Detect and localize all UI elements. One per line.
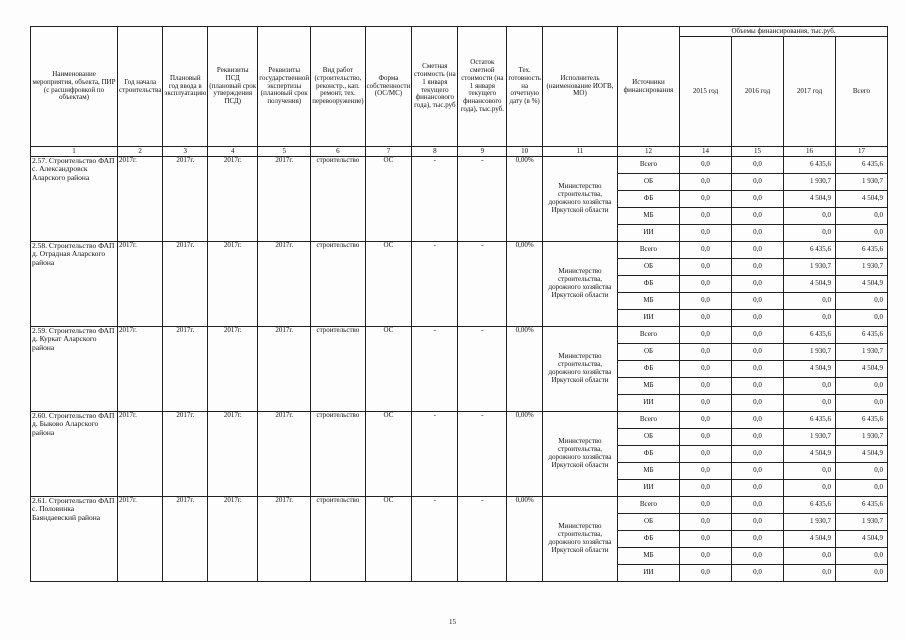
value-total: 0,0 — [835, 225, 887, 242]
item-expertise: 2017г. — [258, 157, 311, 242]
value-2017: 0,0 — [783, 208, 835, 225]
column-number: 14 — [679, 147, 731, 157]
value-2015: 0,0 — [679, 157, 731, 174]
value-2017: 4 504,9 — [783, 361, 835, 378]
funding-source: ИИ — [617, 480, 679, 497]
item-start-year: 2017г. — [118, 327, 163, 412]
value-2017: 1 930,7 — [783, 259, 835, 276]
value-2016: 0,0 — [731, 412, 783, 429]
value-2016: 0,0 — [731, 463, 783, 480]
header-year-2015: 2015 год — [679, 37, 731, 147]
header-start-year: Год начала строительства — [118, 27, 163, 147]
value-2017: 4 504,9 — [783, 276, 835, 293]
value-2015: 0,0 — [679, 497, 731, 514]
item-remaining-cost: - — [458, 412, 507, 497]
value-2017: 4 504,9 — [783, 446, 835, 463]
value-2015: 0,0 — [679, 463, 731, 480]
item-remaining-cost: - — [458, 497, 507, 582]
value-2015: 0,0 — [679, 480, 731, 497]
column-number: 11 — [542, 147, 617, 157]
value-2015: 0,0 — [679, 276, 731, 293]
value-2016: 0,0 — [731, 548, 783, 565]
value-2017: 6 435,6 — [783, 157, 835, 174]
value-total: 0,0 — [835, 548, 887, 565]
value-2015: 0,0 — [679, 293, 731, 310]
value-2016: 0,0 — [731, 242, 783, 259]
item-readiness: 0,00% — [507, 242, 543, 327]
value-total: 1 930,7 — [835, 514, 887, 531]
value-2016: 0,0 — [731, 514, 783, 531]
item-executor: Министерство строительства, дорожного хозяйства Иркутской области — [542, 497, 617, 582]
funding-source: ФБ — [617, 191, 679, 208]
value-2015: 0,0 — [679, 327, 731, 344]
item-work-type: строительство — [311, 157, 365, 242]
item-expertise: 2017г. — [258, 412, 311, 497]
value-2015: 0,0 — [679, 531, 731, 548]
value-2017: 0,0 — [783, 395, 835, 412]
value-total: 0,0 — [835, 463, 887, 480]
item-psd: 2017г. — [208, 497, 258, 582]
item-expertise: 2017г. — [258, 497, 311, 582]
column-number: 17 — [835, 147, 887, 157]
value-2015: 0,0 — [679, 548, 731, 565]
item-estimated-cost: - — [412, 497, 458, 582]
value-total: 6 435,6 — [835, 157, 887, 174]
value-total: 6 435,6 — [835, 327, 887, 344]
item-estimated-cost: - — [412, 242, 458, 327]
header-readiness: Тех. готовность на отчетную дату (в %) — [507, 27, 543, 147]
funding-source: ОБ — [617, 429, 679, 446]
value-2015: 0,0 — [679, 191, 731, 208]
value-2016: 0,0 — [731, 157, 783, 174]
header-name: Наименование мероприятия, объекта, ПИР (с расшифровкой по объектам) — [31, 27, 118, 147]
item-ownership: ОС — [365, 412, 412, 497]
item-start-year: 2017г. — [118, 497, 163, 582]
value-total: 4 504,9 — [835, 361, 887, 378]
header-funding-group: Объемы финансирования, тыс.руб. — [679, 27, 887, 37]
value-2017: 6 435,6 — [783, 497, 835, 514]
value-2016: 0,0 — [731, 310, 783, 327]
value-total: 1 930,7 — [835, 259, 887, 276]
value-2017: 1 930,7 — [783, 344, 835, 361]
item-start-year: 2017г. — [118, 412, 163, 497]
item-executor: Министерство строительства, дорожного хозяйства Иркутской области — [542, 157, 617, 242]
funding-source: Всего — [617, 157, 679, 174]
value-2017: 0,0 — [783, 293, 835, 310]
header-year-2017: 2017 год — [783, 37, 835, 147]
value-2017: 1 930,7 — [783, 429, 835, 446]
item-psd: 2017г. — [208, 412, 258, 497]
value-2015: 0,0 — [679, 344, 731, 361]
funding-source: ИИ — [617, 395, 679, 412]
item-work-type: строительство — [311, 497, 365, 582]
value-2016: 0,0 — [731, 378, 783, 395]
item-executor: Министерство строительства, дорожного хозяйства Иркутской области — [542, 327, 617, 412]
item-title: 2.59. Строительство ФАП д. Куркат Аларского района — [31, 327, 118, 412]
item-planned-year: 2017г. — [163, 497, 208, 582]
value-2015: 0,0 — [679, 395, 731, 412]
value-2016: 0,0 — [731, 344, 783, 361]
header-total: Всего — [835, 37, 887, 147]
header-ownership: Форма собственности (ОС/МС) — [365, 27, 412, 147]
item-work-type: строительство — [311, 327, 365, 412]
column-number: 15 — [731, 147, 783, 157]
item-start-year: 2017г. — [118, 242, 163, 327]
value-2016: 0,0 — [731, 480, 783, 497]
funding-source: ОБ — [617, 259, 679, 276]
item-planned-year: 2017г. — [163, 412, 208, 497]
item-remaining-cost: - — [458, 157, 507, 242]
funding-source: МБ — [617, 548, 679, 565]
value-2017: 0,0 — [783, 480, 835, 497]
funding-source: ОБ — [617, 174, 679, 191]
value-total: 4 504,9 — [835, 446, 887, 463]
column-number: 8 — [412, 147, 458, 157]
funding-source: ФБ — [617, 446, 679, 463]
table-row — [31, 327, 888, 344]
value-2017: 6 435,6 — [783, 242, 835, 259]
value-total: 6 435,6 — [835, 412, 887, 429]
funding-source: МБ — [617, 378, 679, 395]
value-total: 1 930,7 — [835, 174, 887, 191]
funding-source: Всего — [617, 242, 679, 259]
value-total: 4 504,9 — [835, 276, 887, 293]
value-2015: 0,0 — [679, 446, 731, 463]
funding-source: ОБ — [617, 514, 679, 531]
header-expertise: Реквизиты государственной экспертизы (плановый срок получения) — [258, 27, 311, 147]
value-2015: 0,0 — [679, 361, 731, 378]
funding-source: МБ — [617, 208, 679, 225]
item-readiness: 0,00% — [507, 412, 543, 497]
item-executor: Министерство строительства, дорожного хозяйства Иркутской области — [542, 412, 617, 497]
column-number: 2 — [118, 147, 163, 157]
value-2016: 0,0 — [731, 259, 783, 276]
item-ownership: ОС — [365, 497, 412, 582]
value-2017: 0,0 — [783, 378, 835, 395]
value-2016: 0,0 — [731, 208, 783, 225]
funding-table — [30, 26, 888, 582]
value-total: 4 504,9 — [835, 191, 887, 208]
value-2017: 6 435,6 — [783, 412, 835, 429]
value-2016: 0,0 — [731, 565, 783, 582]
value-total: 0,0 — [835, 310, 887, 327]
header-remaining-cost: Остаток сметной стоимости (на 1 января текущего финансового года), тыс.руб. — [458, 27, 507, 147]
item-estimated-cost: - — [412, 412, 458, 497]
header-planned-year: Плановый год ввода в эксплуатацию — [163, 27, 208, 147]
table-row — [31, 412, 888, 429]
funding-source: ФБ — [617, 276, 679, 293]
value-total: 0,0 — [835, 208, 887, 225]
item-readiness: 0,00% — [507, 157, 543, 242]
item-readiness: 0,00% — [507, 497, 543, 582]
item-psd: 2017г. — [208, 327, 258, 412]
funding-source: МБ — [617, 293, 679, 310]
funding-source: ИИ — [617, 310, 679, 327]
value-total: 4 504,9 — [835, 531, 887, 548]
item-estimated-cost: - — [412, 157, 458, 242]
value-2015: 0,0 — [679, 429, 731, 446]
value-2017: 4 504,9 — [783, 531, 835, 548]
header-work-type: Вид работ (строительство, реконстр., кап. ремонт, тех. перевооружение) — [311, 27, 365, 147]
value-2017: 1 930,7 — [783, 514, 835, 531]
value-2015: 0,0 — [679, 378, 731, 395]
funding-source: МБ — [617, 463, 679, 480]
item-planned-year: 2017г. — [163, 242, 208, 327]
value-2016: 0,0 — [731, 327, 783, 344]
value-2015: 0,0 — [679, 565, 731, 582]
item-psd: 2017г. — [208, 242, 258, 327]
value-2015: 0,0 — [679, 514, 731, 531]
value-total: 6 435,6 — [835, 497, 887, 514]
value-2015: 0,0 — [679, 259, 731, 276]
item-work-type: строительство — [311, 412, 365, 497]
value-2017: 0,0 — [783, 225, 835, 242]
item-title: 2.61. Строительство ФАП с. Половинка Баяндаевский района — [31, 497, 118, 582]
value-2016: 0,0 — [731, 446, 783, 463]
value-2017: 0,0 — [783, 463, 835, 480]
funding-source: ОБ — [617, 344, 679, 361]
column-number-row — [31, 147, 888, 157]
item-psd: 2017г. — [208, 157, 258, 242]
value-2016: 0,0 — [731, 191, 783, 208]
funding-source: Всего — [617, 412, 679, 429]
item-readiness: 0,00% — [507, 327, 543, 412]
item-executor: Министерство строительства, дорожного хозяйства Иркутской области — [542, 242, 617, 327]
value-2015: 0,0 — [679, 412, 731, 429]
value-2016: 0,0 — [731, 531, 783, 548]
table-row — [31, 242, 888, 259]
value-total: 0,0 — [835, 293, 887, 310]
table-row — [31, 497, 888, 514]
funding-source: Всего — [617, 497, 679, 514]
value-2016: 0,0 — [731, 293, 783, 310]
value-2016: 0,0 — [731, 497, 783, 514]
item-title: 2.58. Строительство ФАП д. Отрадная Аларского района — [31, 242, 118, 327]
value-2016: 0,0 — [731, 361, 783, 378]
value-total: 1 930,7 — [835, 429, 887, 446]
value-2016: 0,0 — [731, 276, 783, 293]
item-estimated-cost: - — [412, 327, 458, 412]
item-ownership: ОС — [365, 327, 412, 412]
column-number: 10 — [507, 147, 543, 157]
value-2017: 1 930,7 — [783, 174, 835, 191]
header-estimated-cost: Сметная стоимость (на 1 января текущего финансового года), тыс.руб — [412, 27, 458, 147]
column-number: 16 — [783, 147, 835, 157]
funding-source: ИИ — [617, 225, 679, 242]
item-title: 2.57. Строительство ФАП с. Александровск Аларского района — [31, 157, 118, 242]
value-2015: 0,0 — [679, 174, 731, 191]
funding-source: ФБ — [617, 531, 679, 548]
page-number: 15 — [449, 618, 456, 626]
column-number: 4 — [208, 147, 258, 157]
item-planned-year: 2017г. — [163, 157, 208, 242]
value-2015: 0,0 — [679, 208, 731, 225]
column-number: 7 — [365, 147, 412, 157]
value-2017: 0,0 — [783, 548, 835, 565]
value-total: 1 930,7 — [835, 344, 887, 361]
funding-source: ФБ — [617, 361, 679, 378]
value-2017: 4 504,9 — [783, 191, 835, 208]
value-2017: 0,0 — [783, 565, 835, 582]
funding-source: Всего — [617, 327, 679, 344]
header-psd-details: Реквизиты ПСД (плановый срок утверждения ПСД) — [208, 27, 258, 147]
value-2017: 6 435,6 — [783, 327, 835, 344]
header-year-2016: 2016 год — [731, 37, 783, 147]
item-remaining-cost: - — [458, 327, 507, 412]
column-number: 9 — [458, 147, 507, 157]
value-2016: 0,0 — [731, 429, 783, 446]
table-row — [31, 157, 888, 174]
item-start-year: 2017г. — [118, 157, 163, 242]
column-number: 3 — [163, 147, 208, 157]
value-total: 0,0 — [835, 565, 887, 582]
column-number: 1 — [31, 147, 118, 157]
item-planned-year: 2017г. — [163, 327, 208, 412]
value-total: 6 435,6 — [835, 242, 887, 259]
item-remaining-cost: - — [458, 242, 507, 327]
item-expertise: 2017г. — [258, 242, 311, 327]
value-2015: 0,0 — [679, 225, 731, 242]
value-2016: 0,0 — [731, 225, 783, 242]
item-ownership: ОС — [365, 242, 412, 327]
value-2017: 0,0 — [783, 310, 835, 327]
item-title: 2.60. Строительство ФАП д. Быково Аларского района — [31, 412, 118, 497]
value-2015: 0,0 — [679, 242, 731, 259]
header-executor: Исполнитель (наименование ИОГВ, МО) — [542, 27, 617, 147]
item-ownership: ОС — [365, 157, 412, 242]
column-number: 5 — [258, 147, 311, 157]
value-2016: 0,0 — [731, 395, 783, 412]
header-sources: Источники финансирования — [617, 27, 679, 147]
value-2015: 0,0 — [679, 310, 731, 327]
item-expertise: 2017г. — [258, 327, 311, 412]
value-total: 0,0 — [835, 378, 887, 395]
value-2016: 0,0 — [731, 174, 783, 191]
value-total: 0,0 — [835, 395, 887, 412]
funding-source: ИИ — [617, 565, 679, 582]
column-number: 6 — [311, 147, 365, 157]
item-work-type: строительство — [311, 242, 365, 327]
value-total: 0,0 — [835, 480, 887, 497]
column-number: 12 — [617, 147, 679, 157]
